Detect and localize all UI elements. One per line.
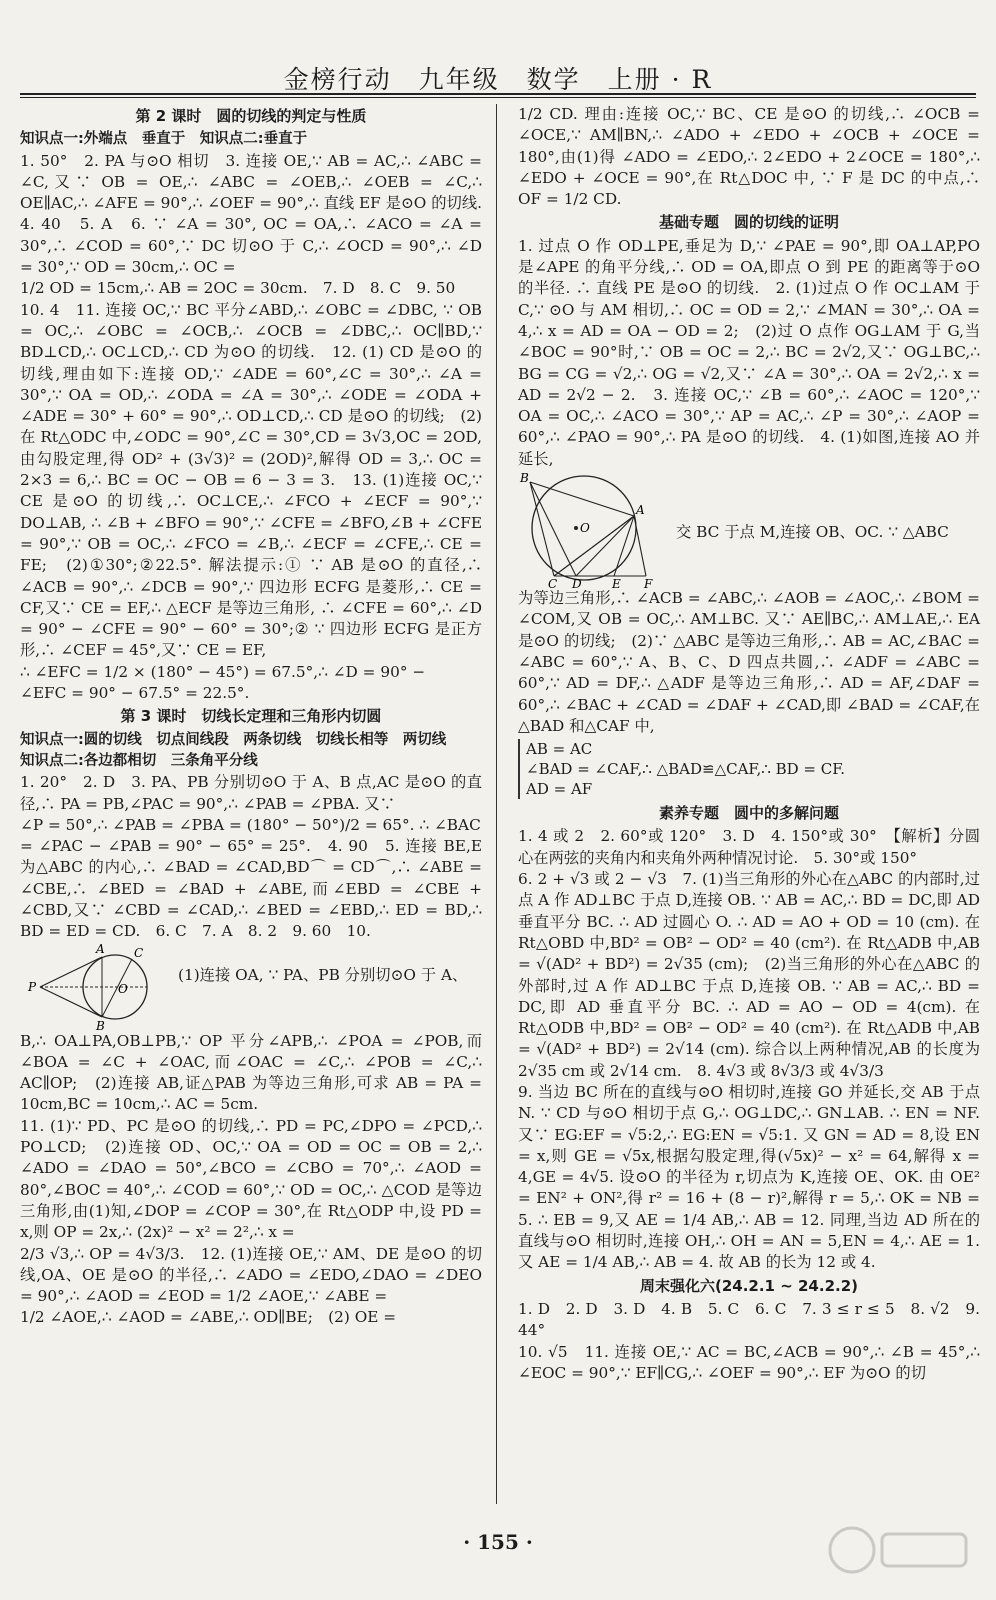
answer-paragraph: 1. D 2. D 3. D 4. B 5. C 6. C 7. 3 ≤ r ≤ 5 8. √2 9. 44° <box>518 1299 980 1340</box>
label-B: B <box>520 471 529 486</box>
section-title: 周末强化六(24.2.1 ~ 24.2.2) <box>639 1276 858 1295</box>
answer-paragraph: 2/3 √3,∴ OP = 4√3/3. 12. (1)连接 OE,∵ AM、DE 是⊙O 的切线,OA、OE 是⊙O 的半径,∴ ∠ADO = ∠EDO,∠DAO = ∠DEO = 90°,∴ ∠AOD = ∠EOD = 1/2 ∠AOE,∵ ∠ABE = <box>20 1244 482 1306</box>
answer-text: (1)连接 OA, <box>178 965 264 984</box>
figure-row <box>518 470 980 588</box>
section-title: 第 2 课时 圆的切线的判定与性质 <box>135 107 367 125</box>
page-number: · 155 · <box>463 1530 533 1554</box>
answer-paragraph: 交 BC 于点 M,连接 OB、OC. ∵ △ABC <box>676 523 949 542</box>
knowledge-points: 知识点一:圆的切线 切点间线段 两条切线 切线长相等 两切线 <box>20 731 447 748</box>
circle-figure <box>518 470 668 588</box>
header-rule-thin <box>20 97 976 98</box>
knowledge-points: 知识点二:各边都相切 三条角平分线 <box>20 752 258 769</box>
answer-paragraph: 1. 过点 O 作 OD⊥PE,垂足为 D,∵ ∠PAE = 90°,即 OA⊥AP,PO 是∠APE 的角平分线,∴ OD = OA,即点 O 到 PE 的距离等于⊙O 的半径. ∴ 直线 PE 是⊙O 的切线. 2. (1)过点 O 作 OC⊥AM 于 C,∵ ⊙O 与 AM 相切,∴ OC = OD = 2,∵ ∠MAN = 30°,∴ OA = 4,∴ x = AD = OA − OD = 2; (2)过 O 点作 OG⊥AM 于 G,当∠BOC = 90°时,∵ OB = OC = 2,∴ BC = 2√2,又∵ OG⊥BC,∴ BG = CG = √2,∴ OG = √2,又∵ ∠A = 30°,∴ OA = 2√2,∴ x = AD = 2√2 − 2. 3. 连接 OC,∵ ∠B = 60°,∴ ∠AOC = 120°,∵ OA = OC,∴ ∠ACO = 30°,∵ AP = AC,∴ ∠P = 30°,∴ ∠AOP = 60°,∴ ∠PAO = 90°,∴ PA 是⊙O 的切线. 4. (1)如图,连接 AO 并延长, <box>518 236 980 468</box>
answer-paragraph: = ∠PAC − ∠PAB = 90° − 65° = 25°. 4. 90 5. 连接 BE,E 为△ABC 的内心,∴ ∠BAD = ∠CAD,BD⌒ = CD⌒,∴ ∠ABE = ∠CBE,∴ ∠BED = ∠BAD + ∠ABE,而∠EBD = ∠CBE + ∠CBD,又∵ ∠CBD = ∠CAD,∴ ∠BED = ∠EBD,∴ ED = BD,∴ BD = ED = CD. 6. C 7. A 8. 2 9. 60 10. <box>20 837 482 941</box>
answer-paragraph: ∴ ∠EFC = 1/2 × (180° − 45°) = 67.5°,∴ ∠D = 90° − <box>20 662 426 681</box>
answer-paragraph: 1/2 OD = 15cm,∴ AB = 2OC = 30cm. 7. D 8. C 9. 50 <box>20 279 456 298</box>
congruence-brace <box>518 739 845 799</box>
answer-paragraph: 为等边三角形,∴ ∠ACB = ∠ABC,∴ ∠AOB = ∠AOC,∴ ∠BOM = ∠COM,又 OB = OC,∴ AM⊥BC. 又∵ AE∥BC,∴ AM⊥AE,∴ EA 是⊙O 的切线; (2)∵ △ABC 是等边三角形,∴ AB = AC,∠BAC = ∠ABC = 60°,∵ A、B、C、D 四点共圆,∴ ∠ADF = ∠ABC = 60°,∵ AD = DF,∴ △ADF 是等边三角形,∴ AD = AF,∠DAF = 60°,∴ ∠BAC + ∠CAD = ∠DAF + ∠CAD,即 ∠BAD = ∠CAF,在△BAD 和△CAF 中, <box>518 589 980 735</box>
answer-paragraph: 1/2 CD. 理由:连接 OC,∵ BC、CE 是⊙O 的切线,∴ ∠OCB = ∠OCE,∵ AM∥BN,∴ ∠ADO + ∠EDO + ∠OCB + ∠OCE = 180°,由(1)得 ∠ADO = ∠EDO,∴ 2∠EDO + 2∠OCE = 180°,∴ ∠EDO + ∠OCE = 90°,在 Rt△DOC 中, ∵ F 是 DC 的中点,∴ OF = 1/2 CD. <box>518 105 980 209</box>
answer-paragraph: 10. √5 11. 连接 OE,∵ AC = BC,∠ACB = 90°,∴ ∠B = 45°,∴ ∠EOC = 90°,∵ EF∥CG,∴ ∠OEF = 90°,∴ EF 为⊙O 的切 <box>518 1342 980 1382</box>
tangent-figure <box>20 943 170 1031</box>
label-F: F <box>644 577 653 589</box>
label-O: O <box>580 521 590 536</box>
answer-paragraph: 10. 4 11. 连接 OC,∵ BC 平分∠ABD,∴ ∠OBC = ∠DBC, ∵ OB = OC,∴ ∠OBC = ∠OCB,∴ ∠OCB = ∠DBC,∴ OC∥BD,∵ BD⊥CD,∴ OC⊥CD,∴ CD 为⊙O 的切线. 12. (1) CD 是⊙O 的切线,理由如下:连接 OD,∵ ∠ADE = 60°,∠C = 30°,∴ ∠A = 30°,∵ OA = OD,∴ ∠ODA = ∠A = 30°,∴ ∠ODE = ∠ODA + ∠ADE = 30° + 60° = 90°,∴ OD⊥CD,∴ CD 是⊙O 的切线; (2)在 Rt△ODC 中,∠ODC = 90°,∠C = 30°,CD = 3√3,OC = 2OD,由勾股定理,得 OD² + (3√3)² = (2OD)²,解得 OD = 3,∴ OC = 2×3 = 6,∴ BC = OC − OB = 6 − 3 = 3. 13. (1)连接 OC,∵ CE 是⊙O 的切线,∴ OC⊥CE,∴ ∠FCO + ∠ECF = 90°,∵ DO⊥AB, ∴ ∠B + ∠BFO = 90°,∵ ∠CFE = ∠BFO,∠B + ∠CFE = 90°,∵ OB = OC,∴ ∠FCO = ∠B,∴ ∠ECF = ∠CFE,∴ CE = FE; (2)①30°;②22.5°. 解法提示:① ∵ AB 是⊙O 的直径,∴ ∠ACB = 90°,∴ ∠DCB = 90°,∵ 四边形 ECFG 是菱形,∴ CE = CF,又∵ CE = EF,∴ △ECF 是等边三角形, ∴ ∠CFE = 60°,∴ ∠D = 90° − ∠CFE = 90° − 60° = 30°;② ∵ 四边形 ECFG 是正方形,∴ ∠CEF = 45°,又∵ CE = EF, <box>20 300 482 660</box>
brace-line: AD = AF <box>526 780 593 799</box>
header-rule <box>20 93 976 95</box>
column-divider <box>496 104 497 1504</box>
label-D: D <box>572 577 582 589</box>
brace-line: ∠BAD = ∠CAF,∴ △BAD≌△CAF,∴ BD = CF. <box>526 760 846 779</box>
label-B: B <box>96 1018 105 1031</box>
answer-paragraph: 1. 4 或 2 2. 60°或 120° 3. D 4. 150°或 30° 【解析】分圆心在两弦的夹角内和夹角外两种情况讨论. 5. 30°或 150° <box>518 827 980 867</box>
figure-row <box>20 943 482 1031</box>
answer-paragraph: ∠P = 50°,∴ ∠PAB = ∠PBA = (180° − 50°)/2 = 65°. ∴ ∠BAC <box>20 815 481 834</box>
section-title: 第 3 课时 切线长定理和三角形内切圆 <box>120 707 382 726</box>
answer-paragraph: 1. 20° 2. D 3. PA、PB 分别切⊙O 于 A、B 点,AC 是⊙O 的直径,∴ PA = PB,∠PAC = 90°,∴ ∠PAB = ∠PBA. 又∵ <box>20 773 482 813</box>
label-A: A <box>636 503 645 518</box>
label-P: P <box>28 979 37 994</box>
label-C: C <box>548 577 558 589</box>
answer-paragraph: 1/2 ∠AOE,∴ ∠AOD = ∠ABE,∴ OD∥BE; (2) OE = <box>20 1308 397 1327</box>
label-E: E <box>612 577 621 589</box>
right-column <box>518 104 980 1384</box>
answer-paragraph: 6. 2 + √3 或 2 − √3 7. (1)当三角形的外心在△ABC 的内部时,过点 A 作 AD⊥BC 于点 D,连接 OB. ∵ AB = AC,∴ BD = DC,即 AD 垂直平分 BC. ∴ AD 过圆心 O. ∴ AD = AO + OD = 10 (cm). 在 Rt△OBD 中,BD² = OB² − OD² = 40 (cm²). 在 Rt△ADB 中,AB = √(AD² + BD²) = 2√35 (cm); (2)当三角形的外心在△ABC 的外部时,过 A 作 AD⊥BC 于点 D,连接 OB. ∵ AB = AC,∴ BD = DC,即 AD 垂直平分 BC. ∴ AD = AO − OD = 4(cm). 在 Rt△ODB 中,BD² = OB² − OD² = 40 (cm²). 在 Rt△ADB 中,AB = √(AD² + BD²) = 2√14 (cm). 综合以上两种情况,AB 的长度为 2√35 cm 或 2√14 cm. 8. 4√3 或 8√3/3 或 4√3/3 <box>518 870 980 1080</box>
page-header: 金榜行动 九年级 数学 上册 · R <box>283 65 713 94</box>
knowledge-points: 知识点一:外端点 垂直于 知识点二:垂直于 <box>20 131 308 148</box>
answer-paragraph: 11. (1)∵ PD、PC 是⊙O 的切线,∴ PD = PC,∠DPO = ∠PCD,∴ PO⊥CD; (2)连接 OD、OC,∵ OA = OD = OC = OB = 2,∴ ∠ADO = ∠DAO = 50°,∠BCO = ∠CBO = 70°,∴ ∠AOD = 80°,∠BOC = 40°,∴ ∠COD = 60°,∵ OD = OC,∴ △COD 是等边三角形,由(1)知,∠DOP = ∠COP = 30°,在 Rt△ODP 中,设 PD = x,则 OP = 2x,∴ (2x)² − x² = 2²,∴ x = <box>20 1116 482 1242</box>
section-title: 基础专题 圆的切线的证明 <box>658 213 839 232</box>
brace-line: AB = AC <box>526 740 593 759</box>
label-A: A <box>96 942 105 956</box>
answer-text: ∵ PA、PB 分别切⊙O 于 A、 <box>268 965 468 984</box>
section-title: 素养专题 圆中的多解问题 <box>658 804 839 823</box>
left-column <box>20 104 498 1329</box>
label-O: O <box>118 981 128 996</box>
label-C: C <box>134 945 144 960</box>
answer-paragraph: 9. 当边 BC 所在的直线与⊙O 相切时,连接 GO 并延长,交 AB 于点 N. ∵ CD 与⊙O 相切于点 G,∴ OG⊥DC,∴ GN⊥AB. ∴ EN = NF. 又∵ EG:EF = √5:2,∴ EG:EN = √5:1. 又 GN = AD = 8,设 EN = x,则 GE = √5x,根据勾股定理,得(√5x)² − x² = 64,解得 x = 4,GE = 4√5. 设⊙O 的半径为 r,切点为 K,连接 OE、OK. 由 OE² = EN² + ON²,得 r² = 16 + (8 − r)²,解得 r = 5,∴ OK = NB = 5. ∴ EB = 9,又 AE = 1/4 AB,∴ AB = 12. 同理,当边 AD 所在的直线与⊙O 相切时,连接 OH,∴ OH = AN = 5,EN = 4,∴ AE = 1. 又 AE = 1/4 AB,∴ AB = 4. 故 AB 的长为 12 或 4. <box>518 1082 980 1272</box>
answer-paragraph: ∠EFC = 90° − 67.5° = 22.5°. <box>20 684 250 703</box>
watermark-logo <box>824 1520 974 1580</box>
answer-paragraph: 1. 50° 2. PA 与⊙O 相切 3. 连接 OE,∵ AB = AC,∴ ∠ABC = ∠C,又∵ OB = OE,∴ ∠ABC = ∠OEB,∴ ∠OEB = ∠C,∴ OE∥AC,∴ ∠AFE = 90°,∴ ∠OEF = 90°,∴ 直线 EF 是⊙O 的切线. 4. 40 5. A 6. ∵ ∠A = 30°, OC = OA,∴ ∠ACO = ∠A = 30°,∴ ∠COD = 60°,∵ DC 切⊙O 于 C,∴ ∠OCD = 90°,∴ ∠D = 30°,∵ OD = 30cm,∴ OC = <box>20 151 498 277</box>
answer-paragraph: B,∴ OA⊥PA,OB⊥PB,∵ OP 平分∠APB,∴ ∠POA = ∠POB,而∠BOA = ∠C + ∠OAC,而∠OAC = ∠C,∴ ∠POB = ∠C,∴ AC∥OP; (2)连接 AB,证△PAB 为等边三角形,可求 AB = PA = 10cm,BC = 10cm,∴ AC = 5cm. <box>20 1031 482 1114</box>
